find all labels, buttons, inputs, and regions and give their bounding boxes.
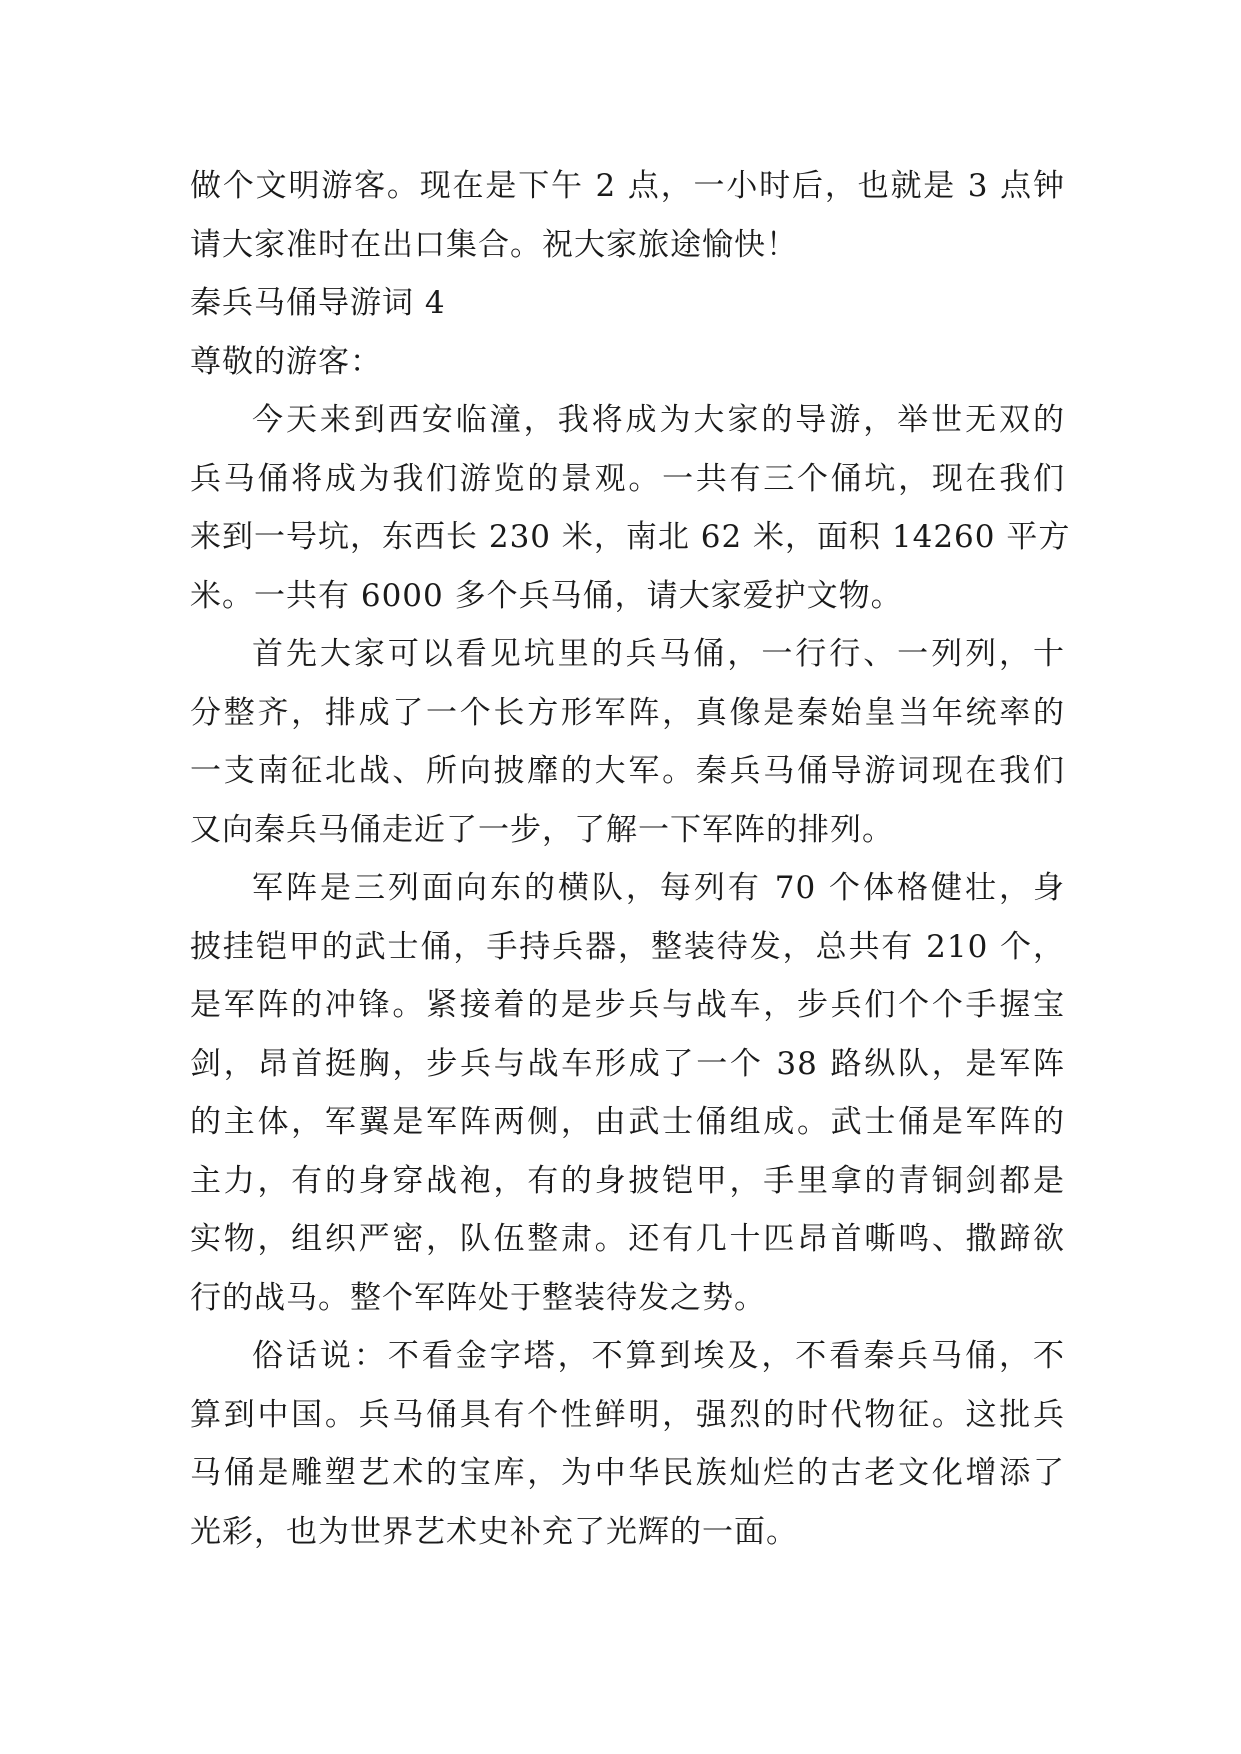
text-line: 披挂铠甲的武士俑，手持兵器，整装待发，总共有 210 个， xyxy=(190,928,1065,965)
text-line: 是军阵的冲锋。紧接着的是步兵与战车，步兵们个个手握宝 xyxy=(190,987,1065,1023)
document-body xyxy=(190,157,1071,1561)
text-line: 尊敬的游客： xyxy=(190,343,382,380)
text-line: 马俑是雕塑艺术的宝库，为中华民族灿烂的古老文化增添了 xyxy=(190,1455,1065,1491)
text-line: 做个文明游客。现在是下午 2 点，一小时后，也就是 3 点钟 xyxy=(190,168,1065,204)
text-line: 算到中国。兵马俑具有个性鲜明，强烈的时代物征。这批兵 xyxy=(190,1396,1065,1433)
paragraph-first-line: 俗话说：不看金字塔，不算到埃及，不看秦兵马俑，不 xyxy=(252,1338,1065,1374)
text-line: 来到一号坑，东西长 230 米，南北 62 米，面积 14260 平方 xyxy=(190,519,1071,555)
text-line: 秦兵马俑导游词 4 xyxy=(190,285,446,321)
text-line: 分整齐，排成了一个长方形军阵，真像是秦始皇当年统率的 xyxy=(190,694,1065,731)
text-line: 又向秦兵马俑走近了一步，了解一下军阵的排列。 xyxy=(190,811,894,848)
text-line: 请大家准时在出口集合。祝大家旅途愉快！ xyxy=(190,226,798,263)
paragraph-first-line: 今天来到西安临潼，我将成为大家的导游，举世无双的 xyxy=(252,402,1065,438)
text-line: 一支南征北战、所向披靡的大军。秦兵马俑导游词现在我们 xyxy=(190,753,1065,789)
text-line: 主力，有的身穿战袍，有的身披铠甲，手里拿的青铜剑都是 xyxy=(190,1162,1065,1199)
paragraph-first-line: 首先大家可以看见坑里的兵马俑，一行行、一列列，十 xyxy=(252,636,1065,672)
paragraph-first-line: 军阵是三列面向东的横队，每列有 70 个体格健壮，身 xyxy=(252,870,1065,906)
text-line: 光彩，也为世界艺术史补充了光辉的一面。 xyxy=(190,1513,798,1550)
text-line: 兵马俑将成为我们游览的景观。一共有三个俑坑，现在我们 xyxy=(190,460,1065,497)
text-line: 行的战马。整个军阵处于整装待发之势。 xyxy=(190,1279,766,1316)
text-line: 实物，组织严密，队伍整肃。还有几十匹昂首嘶鸣、撒蹄欲 xyxy=(190,1221,1065,1257)
text-line: 米。一共有 6000 多个兵马俑，请大家爱护文物。 xyxy=(190,577,903,614)
text-line: 剑，昂首挺胸，步兵与战车形成了一个 38 路纵队，是军阵 xyxy=(190,1045,1065,1082)
text-line: 的主体，军翼是军阵两侧，由武士俑组成。武士俑是军阵的 xyxy=(190,1104,1065,1140)
